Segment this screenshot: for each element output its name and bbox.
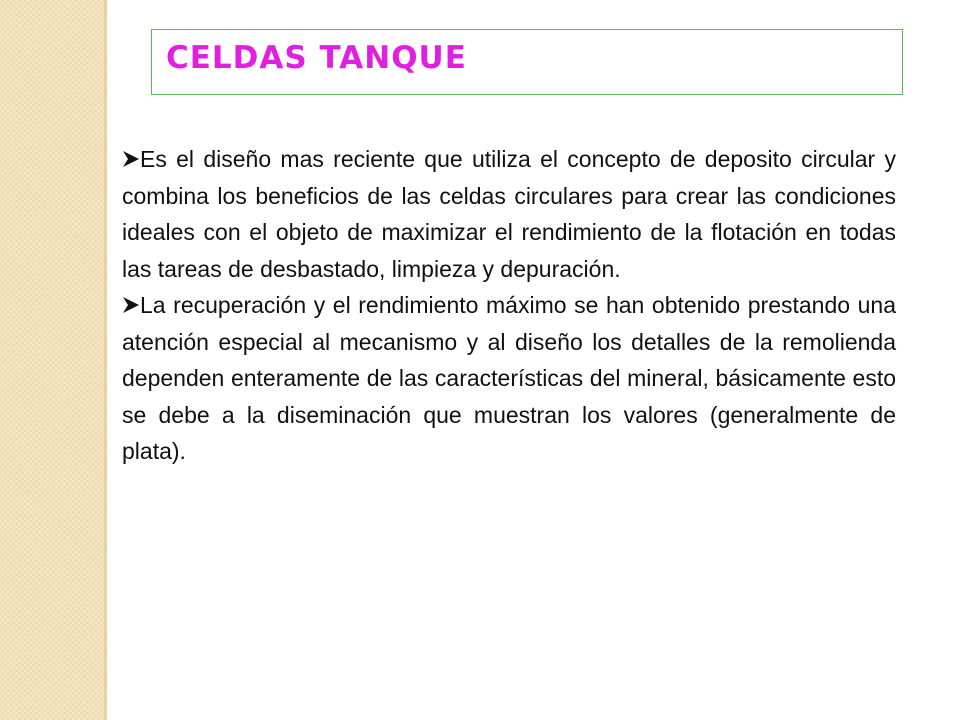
arrowhead-bullet-icon: [122, 296, 140, 314]
slide-body: [122, 141, 896, 470]
side-band-edge: [104, 0, 107, 720]
slide-title: CELDAS TANQUE: [166, 40, 467, 76]
decorative-side-band: [0, 0, 104, 720]
bullet-paragraph-1: [122, 141, 896, 287]
title-box: [151, 29, 903, 95]
bullet-text-2: La recuperación y el rendimiento máximo se han obtenido prestando una atención especial al mecanismo y al diseño los detalles de la remolienda dependen enteramente de las características del mineral, básicamente esto se debe a la diseminación que muestran los valores (generalmente de plata).: [122, 292, 896, 464]
bullet-text-1: Es el diseño mas reciente que utiliza el concepto de deposito circular y combina los beneficios de las celdas circulares para crear las condiciones ideales con el objeto de maximizar el rendimiento de la flotación en todas las tareas de desbastado, limpieza y depuración.: [122, 146, 896, 282]
bullet-paragraph-2: [122, 287, 896, 470]
arrowhead-bullet-icon: [122, 150, 140, 168]
